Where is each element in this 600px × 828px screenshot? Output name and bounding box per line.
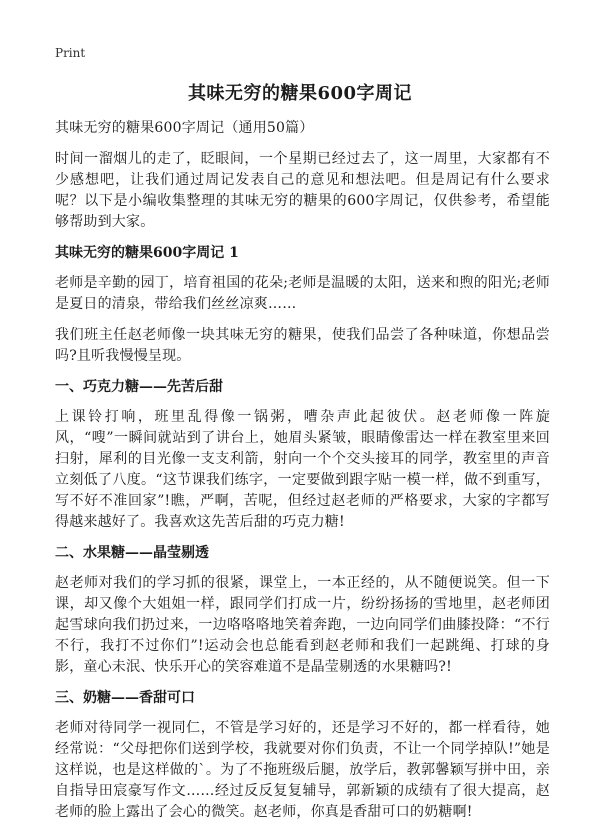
print-link[interactable]: Print [55,46,86,60]
intro-paragraph: 时间一溜烟儿的走了，眨眼间，一个星期已经过去了，这一周里，大家都有不少感想吧，让我们通过周记发表自己的意见和想法吧。但是周记有什么要求呢？以下是小编收集整理的其味无穷的糖果的600字周记，仅供参考，希望能够帮助到大家。 [55,151,550,230]
subtitle: 其味无穷的糖果600字周记（通用50篇） [55,120,314,136]
article-body [55,118,550,823]
subheading-1: 一、巧克力糖——先苦后甜 [55,379,223,395]
paragraph-4: 赵老师对我们的学习抓的很紧，课堂上，一本正经的，从不随便说笑。但一下课，却又像个大姐姐一样，跟同学们打成一片，纷纷扬扬的雪地里，赵老师团起雪球向我们扔过来，一边咯咯咯地笑着奔跑，一边向同学们曲膝投降：“不行不行，我打不过你们”!运动会也总能看到赵老师和我们一起跳绳、打球的身影，童心未泯、快乐开心的笑容难道不是晶莹剔透的水果糖吗?! [55,575,550,675]
paragraph-2: 我们班主任赵老师像一块其味无穷的糖果，使我们品尝了各种味道，你想品尝吗?且听我慢慢呈现。 [55,327,550,364]
subheading-3: 三、奶糖——香甜可口 [55,690,195,706]
paragraph-1: 老师是辛勤的园丁，培育祖国的花朵;老师是温暖的太阳，送来和煦的阳光;老师是夏日的清泉，带给我们丝丝凉爽…… [55,275,550,312]
paragraph-5: 老师对待同学一视同仁，不管是学习好的，还是学习不好的，都一样看待，她经常说：“父母把你们送到学校，我就要对你们负责，不让一个同学掉队!”她是这样说，也是这样做的`。为了不拖班级后腿，放学后，教郭馨颖写拼中田，亲自指导田宸豪写作文……经过反反复复辅导，郭新颖的成绩有了很大提高，赵老师的脸上露出了会心的微笑。赵老师，你真是香甜可口的奶糖啊! [55,720,550,820]
page-title: 其味无穷的糖果600字周记 [187,83,413,104]
section-heading: 其味无穷的糖果600字周记 1 [55,245,239,261]
paragraph-3: 上课铃打响，班里乱得像一锅粥，嘈杂声此起彼伏。赵老师像一阵旋风，“嗖”一瞬间就站到了讲台上，她眉头紧皱，眼睛像雷达一样在教室里来回扫射，犀利的目光像一支支利箭，射向一个个交头接耳的同学，教室里的声音立刻低了八度。“这节课我们练字，一定要做到跟字贴一模一样，做不到重写，写不好不准回家”!瞧，严啊，苦呢，但经过赵老师的严格要求，大家的字都写得越来越好了。我喜欢这先苦后甜的巧克力糖! [55,409,550,530]
subheading-2: 二、水果糖——晶莹剔透 [55,545,209,561]
